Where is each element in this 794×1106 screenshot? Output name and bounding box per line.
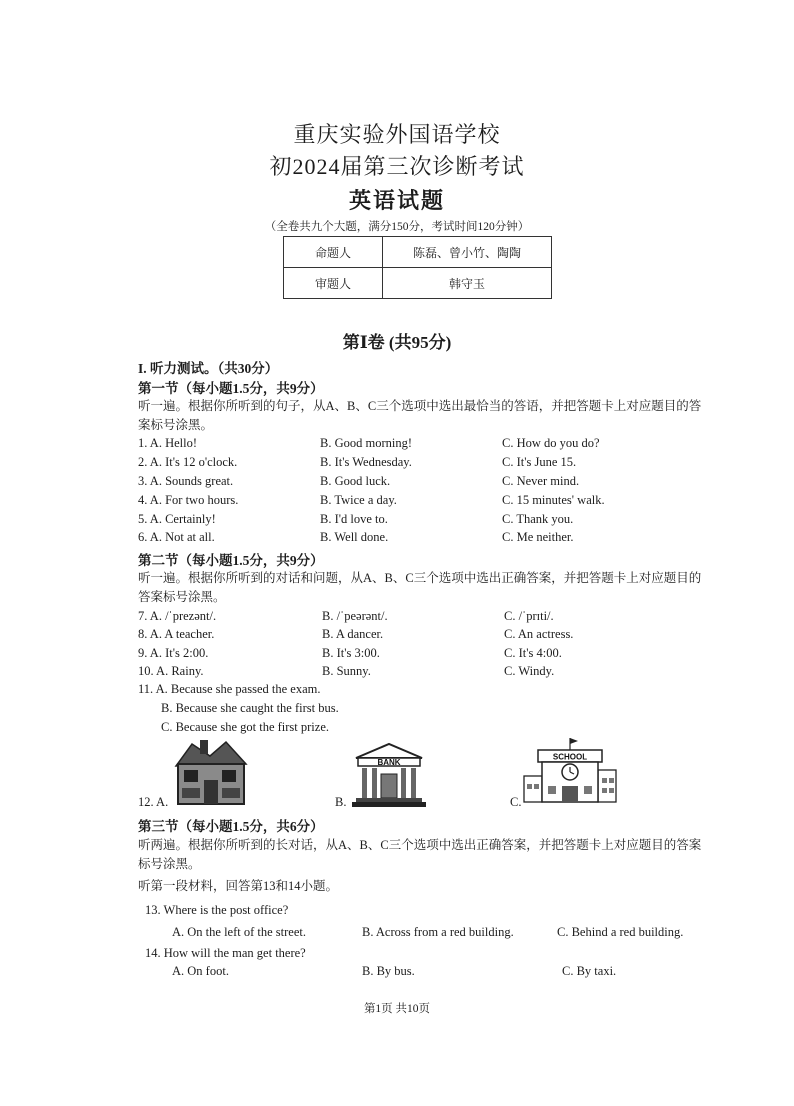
q7-option-b: B. /ˈpeərənt/. [322, 609, 388, 623]
q7-option-a: 7. A. /ˈprezənt/. [138, 609, 217, 623]
q10-option-b: B. Sunny. [322, 664, 371, 678]
table-row [284, 268, 552, 299]
part-c-title: 第三节（每小题1.5分，共6分） [138, 819, 324, 834]
staff-role: 命题人 [284, 237, 383, 268]
q11-option-c: C. Because she got the first prize. [161, 720, 330, 734]
q11-option-b: B. Because she caught the first bus. [161, 701, 339, 715]
exam-note: （全卷共九个大题，满分150分，考试时间120分钟） [264, 221, 530, 233]
exam-name: 初2024届第三次诊断考试 [269, 154, 525, 179]
q13-option-b: B. Across from a red building. [362, 925, 514, 939]
part-title: 第Ⅰ卷 (共95分) [342, 333, 452, 352]
table-row [284, 237, 552, 268]
bank-sign: BANK [377, 758, 401, 767]
bank-picture [352, 742, 426, 808]
q3-option-c: C. Never mind. [502, 474, 580, 488]
part-a-instructions: 听一遍。根据你所听到的句子，从A、B、C三个选项中选出最恰当的答语，并把答题卡上对应题目的答案标号涂黑。 [138, 399, 702, 432]
q6-option-b: B. Well done. [320, 530, 389, 544]
part-a-title: 第一节（每小题1.5分，共9分） [138, 381, 324, 396]
q12-option-c: C. [510, 795, 522, 809]
q7-option-c: C. /ˈprɪti/. [504, 609, 554, 623]
q1-option-a: 1. A. Hello! [138, 436, 198, 450]
q9-option-b: B. It's 3:00. [322, 646, 380, 660]
q2-option-b: B. It's Wednesday. [320, 455, 412, 469]
q12-option-b: B. [335, 795, 347, 809]
q14-option-a: A. On foot. [172, 964, 229, 978]
q4-option-c: C. 15 minutes' walk. [502, 493, 605, 507]
q9-option-c: C. It's 4:00. [504, 646, 562, 660]
q10-option-a: 10. A. Rainy. [138, 664, 204, 678]
subject-title: 英语试题 [348, 188, 445, 213]
q6-option-c: C. Me neither. [502, 530, 574, 544]
q9-option-a: 9. A. It's 2:00. [138, 646, 209, 660]
q1-option-b: B. Good morning! [320, 436, 413, 450]
q4-option-b: B. Twice a day. [320, 493, 397, 507]
part-c-instructions: 听两遍。根据你所听到的长对话，从A、B、C三个选项中选出正确答案，并把答题卡上对应题目的答案标号涂黑。 [138, 838, 702, 871]
q11-option-a: 11. A. Because she passed the exam. [138, 682, 321, 696]
q13-option-c: C. Behind a red building. [557, 925, 684, 939]
q6-option-a: 6. A. Not at all. [138, 530, 215, 544]
q4-option-a: 4. A. For two hours. [138, 493, 239, 507]
section-title: I. 听力测试。（共30分） [138, 361, 279, 376]
part-c-lead: 听第一段材料，回答第13和14小题。 [138, 879, 339, 893]
q14-stem: 14. How will the man get there? [145, 946, 306, 960]
q14-option-b: B. By bus. [362, 964, 415, 978]
house-picture [170, 736, 250, 808]
page-number: 第1页 共10页 [363, 1003, 431, 1015]
q8-option-b: B. A dancer. [322, 627, 384, 641]
staff-role: 审题人 [284, 268, 383, 299]
school-name: 重庆实验外国语学校 [293, 122, 501, 147]
part-b-title: 第二节（每小题1.5分，共9分） [138, 553, 324, 568]
school-picture [518, 736, 620, 806]
q5-option-a: 5. A. Certainly! [138, 512, 216, 526]
staff-names: 韩守玉 [383, 268, 552, 299]
q13-option-a: A. On the left of the street. [172, 925, 306, 939]
q12-option-a: 12. A. [138, 795, 169, 809]
q3-option-a: 3. A. Sounds great. [138, 474, 234, 488]
staff-table [283, 236, 552, 299]
q8-option-a: 8. A. A teacher. [138, 627, 215, 641]
q8-option-c: C. An actress. [504, 627, 574, 641]
school-sign: SCHOOL [552, 752, 588, 762]
q1-option-c: C. How do you do? [502, 436, 600, 450]
q5-option-c: C. Thank you. [502, 512, 574, 526]
staff-names: 陈磊、曾小竹、陶陶 [383, 237, 552, 268]
q13-stem: 13. Where is the post office? [145, 903, 289, 917]
q2-option-c: C. It's June 15. [502, 455, 577, 469]
q2-option-a: 2. A. It's 12 o'clock. [138, 455, 238, 469]
q14-option-c: C. By taxi. [562, 964, 617, 978]
q3-option-b: B. Good luck. [320, 474, 391, 488]
q5-option-b: B. I'd love to. [320, 512, 388, 526]
part-b-instructions: 听一遍。根据你所听到的对话和问题，从A、B、C三个选项中选出正确答案，并把答题卡上对应题目的答案标号涂黑。 [138, 571, 702, 604]
q10-option-c: C. Windy. [504, 664, 555, 678]
